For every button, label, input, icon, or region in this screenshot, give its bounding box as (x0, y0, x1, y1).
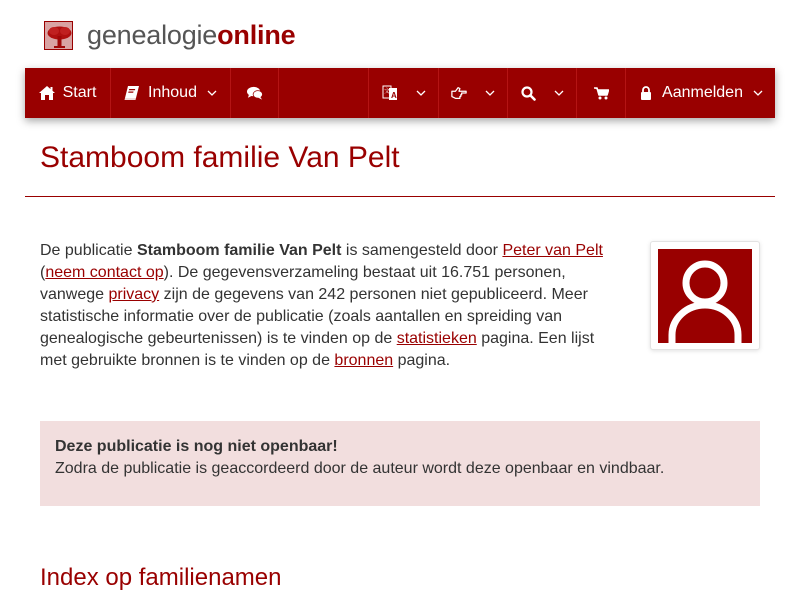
nav-start[interactable]: Start (25, 68, 111, 118)
user-avatar-icon (658, 249, 752, 343)
chevron-down-icon (753, 88, 763, 98)
comments-icon (247, 85, 263, 101)
page-title: Stamboom familie Van Pelt (40, 141, 400, 174)
nav-inhoud[interactable]: Inhoud (111, 68, 231, 118)
publication-name: Stamboom familie Van Pelt (136, 242, 342, 259)
pointing-hand-icon (451, 85, 467, 101)
alert-title: Deze publicatie is nog niet openbaar! (55, 438, 338, 455)
chevron-down-icon (485, 88, 495, 98)
lock-icon (638, 85, 654, 101)
site-name: genealogieonline (87, 20, 296, 50)
nav-recommend[interactable] (439, 68, 508, 118)
publication-intro: De publicatie Stamboom familie Van Pelt is samengesteld door Peter van Pelt (neem contact op). De gegevensverzameling bestaat uit 16.751 personen, vanwege privacy zijn de gegevens van 242 personen niet gepubliceerd. Meer statistische informatie over de publicatie (zoals aantallen en spreiding van genealogische gebeurtenissen) is te vinden op de statistieken pagina. Een lijst met gebruikte bronnen is te vinden op de bronnen pagina. (40, 242, 603, 369)
author-avatar[interactable] (650, 241, 760, 350)
home-icon (39, 85, 55, 101)
privacy-link[interactable]: privacy (108, 286, 160, 303)
title-divider (25, 196, 775, 197)
book-icon (124, 85, 140, 101)
not-public-alert (40, 421, 760, 506)
main-navbar (25, 68, 775, 118)
alert-message: Zodra de publicatie is geaccordeerd door de auteur wordt deze openbaar en vindbaar. (55, 460, 665, 477)
nav-spacer (279, 68, 369, 118)
nav-language[interactable] (369, 68, 439, 118)
nav-search[interactable] (508, 68, 577, 118)
site-logo[interactable] (44, 18, 295, 52)
surname-index-heading: Index op familienamen (40, 564, 282, 591)
svg-text:文: 文 (383, 89, 390, 95)
chevron-down-icon (207, 88, 217, 98)
svg-text:A: A (390, 91, 397, 100)
cart-icon (593, 85, 609, 101)
sources-link[interactable]: bronnen (334, 352, 394, 369)
chevron-down-icon (416, 88, 426, 98)
nav-login[interactable]: Aanmelden (626, 68, 775, 118)
translate-icon (382, 85, 398, 101)
tree-logo-icon (44, 21, 73, 50)
chevron-down-icon (554, 88, 564, 98)
author-link[interactable]: Peter van Pelt (502, 242, 603, 259)
nav-comments[interactable] (231, 68, 279, 118)
nav-cart[interactable] (577, 68, 626, 118)
search-icon (520, 85, 536, 101)
statistics-link[interactable]: statistieken (396, 330, 477, 347)
contact-link[interactable]: neem contact op (45, 264, 164, 281)
